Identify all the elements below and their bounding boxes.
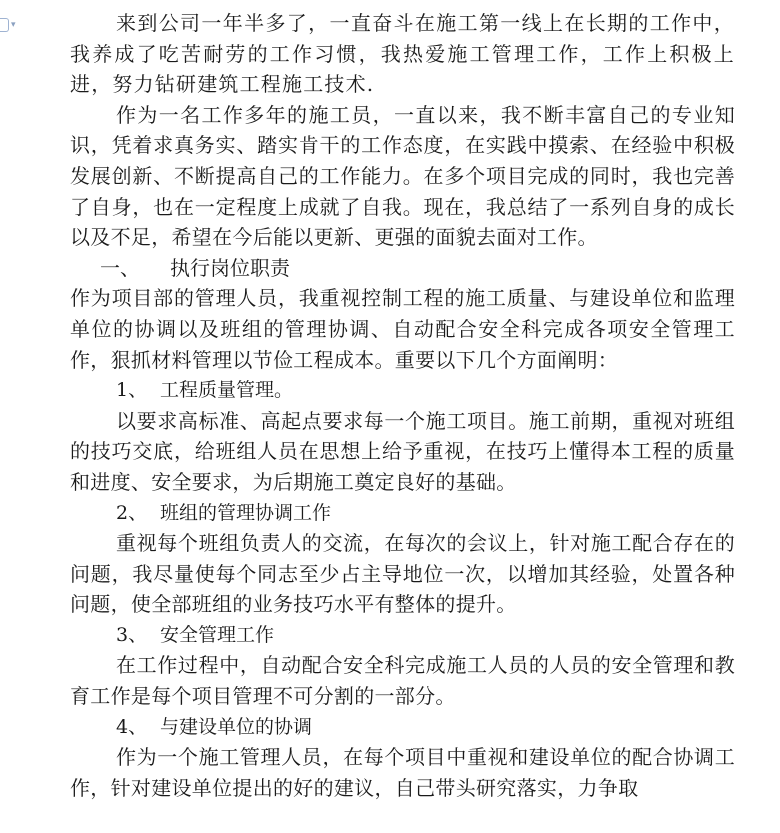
item-title: 安全管理工作 [160,623,275,646]
intro-paragraph-2: 作为一名工作多年的施工员，一直以来，我不断丰富自己的专业知识，凭着求真务实、踏实肯干的工作态度，在实践中摸索、在经验中积极发展创新、不断提高自己的工作能力。在多个项目完成的同时，我也完善了自身，也在一定程度上成就了自我。现在，我总结了一系列自身的成长以及不足，希望在今后能以更新、更强的面貌去面对工作。 [70,102,735,250]
section-heading [70,253,735,284]
section-body: 作为项目部的管理人员，我重视控制工程的施工质量、与建设单位和监理单位的协调以及班组的管理协调、自动配合安全科完成各项安全管理工作，狠抓材料管理以节俭工程成本。重要以下几个方面阐明： [70,286,735,372]
margin-marker[interactable] [0,18,16,32]
item-number: 4、 [116,715,148,738]
intro-paragraph-1: 来到公司一年半多了，一直奋斗在施工第一线上在长期的工作中，我养成了吃苦耐劳的工作习惯，我热爱施工管理工作，工作上积极上进，努力钻研建筑工程施工技术. [70,11,735,97]
section-title: 执行岗位职责 [170,255,290,280]
item-number: 1、 [116,379,148,402]
item-title: 与建设单位的协调 [160,715,313,738]
item-body-3: 在工作过程中，自动配合安全科完成施工人员的人员的安全管理和教育工作是每个项目管理不可分割的一部分。 [70,653,735,709]
comment-anchor-icon[interactable] [0,18,9,32]
item-number: 3、 [116,623,148,646]
item-number: 2、 [116,501,148,524]
item-body-2: 重视每个班组负责人的交流，在每次的会议上，针对施工配合存在的问题，我尽量使每个同志至少占主导地位一次，以增加其经验，处置各种问题，使全部班组的业务技巧水平有整体的提升。 [70,531,735,617]
item-body-1: 以要求高标准、高起点要求每一个施工项目。施工前期，重视对班组的技巧交底，给班组人员在思想上给予重视，在技巧上懂得本工程的质量和进度、安全要求，为后期施工奠定良好的基础。 [70,408,735,494]
section-number: 一、 [100,255,140,280]
chevron-down-icon[interactable]: ▾ [11,20,16,30]
item-body-4: 作为一个施工管理人员，在每个项目中重视和建设单位的配合协调工作，针对建设单位提出的好的建议，自己带头研究落实，力争取 [70,745,735,800]
item-heading-4 [70,712,735,743]
item-heading-3 [70,620,735,651]
item-heading-2 [70,498,735,529]
item-heading-1 [70,375,735,406]
document-body [70,8,735,803]
item-title: 班组的管理协调工作 [160,501,332,524]
item-title: 工程质量管理。 [160,379,294,402]
